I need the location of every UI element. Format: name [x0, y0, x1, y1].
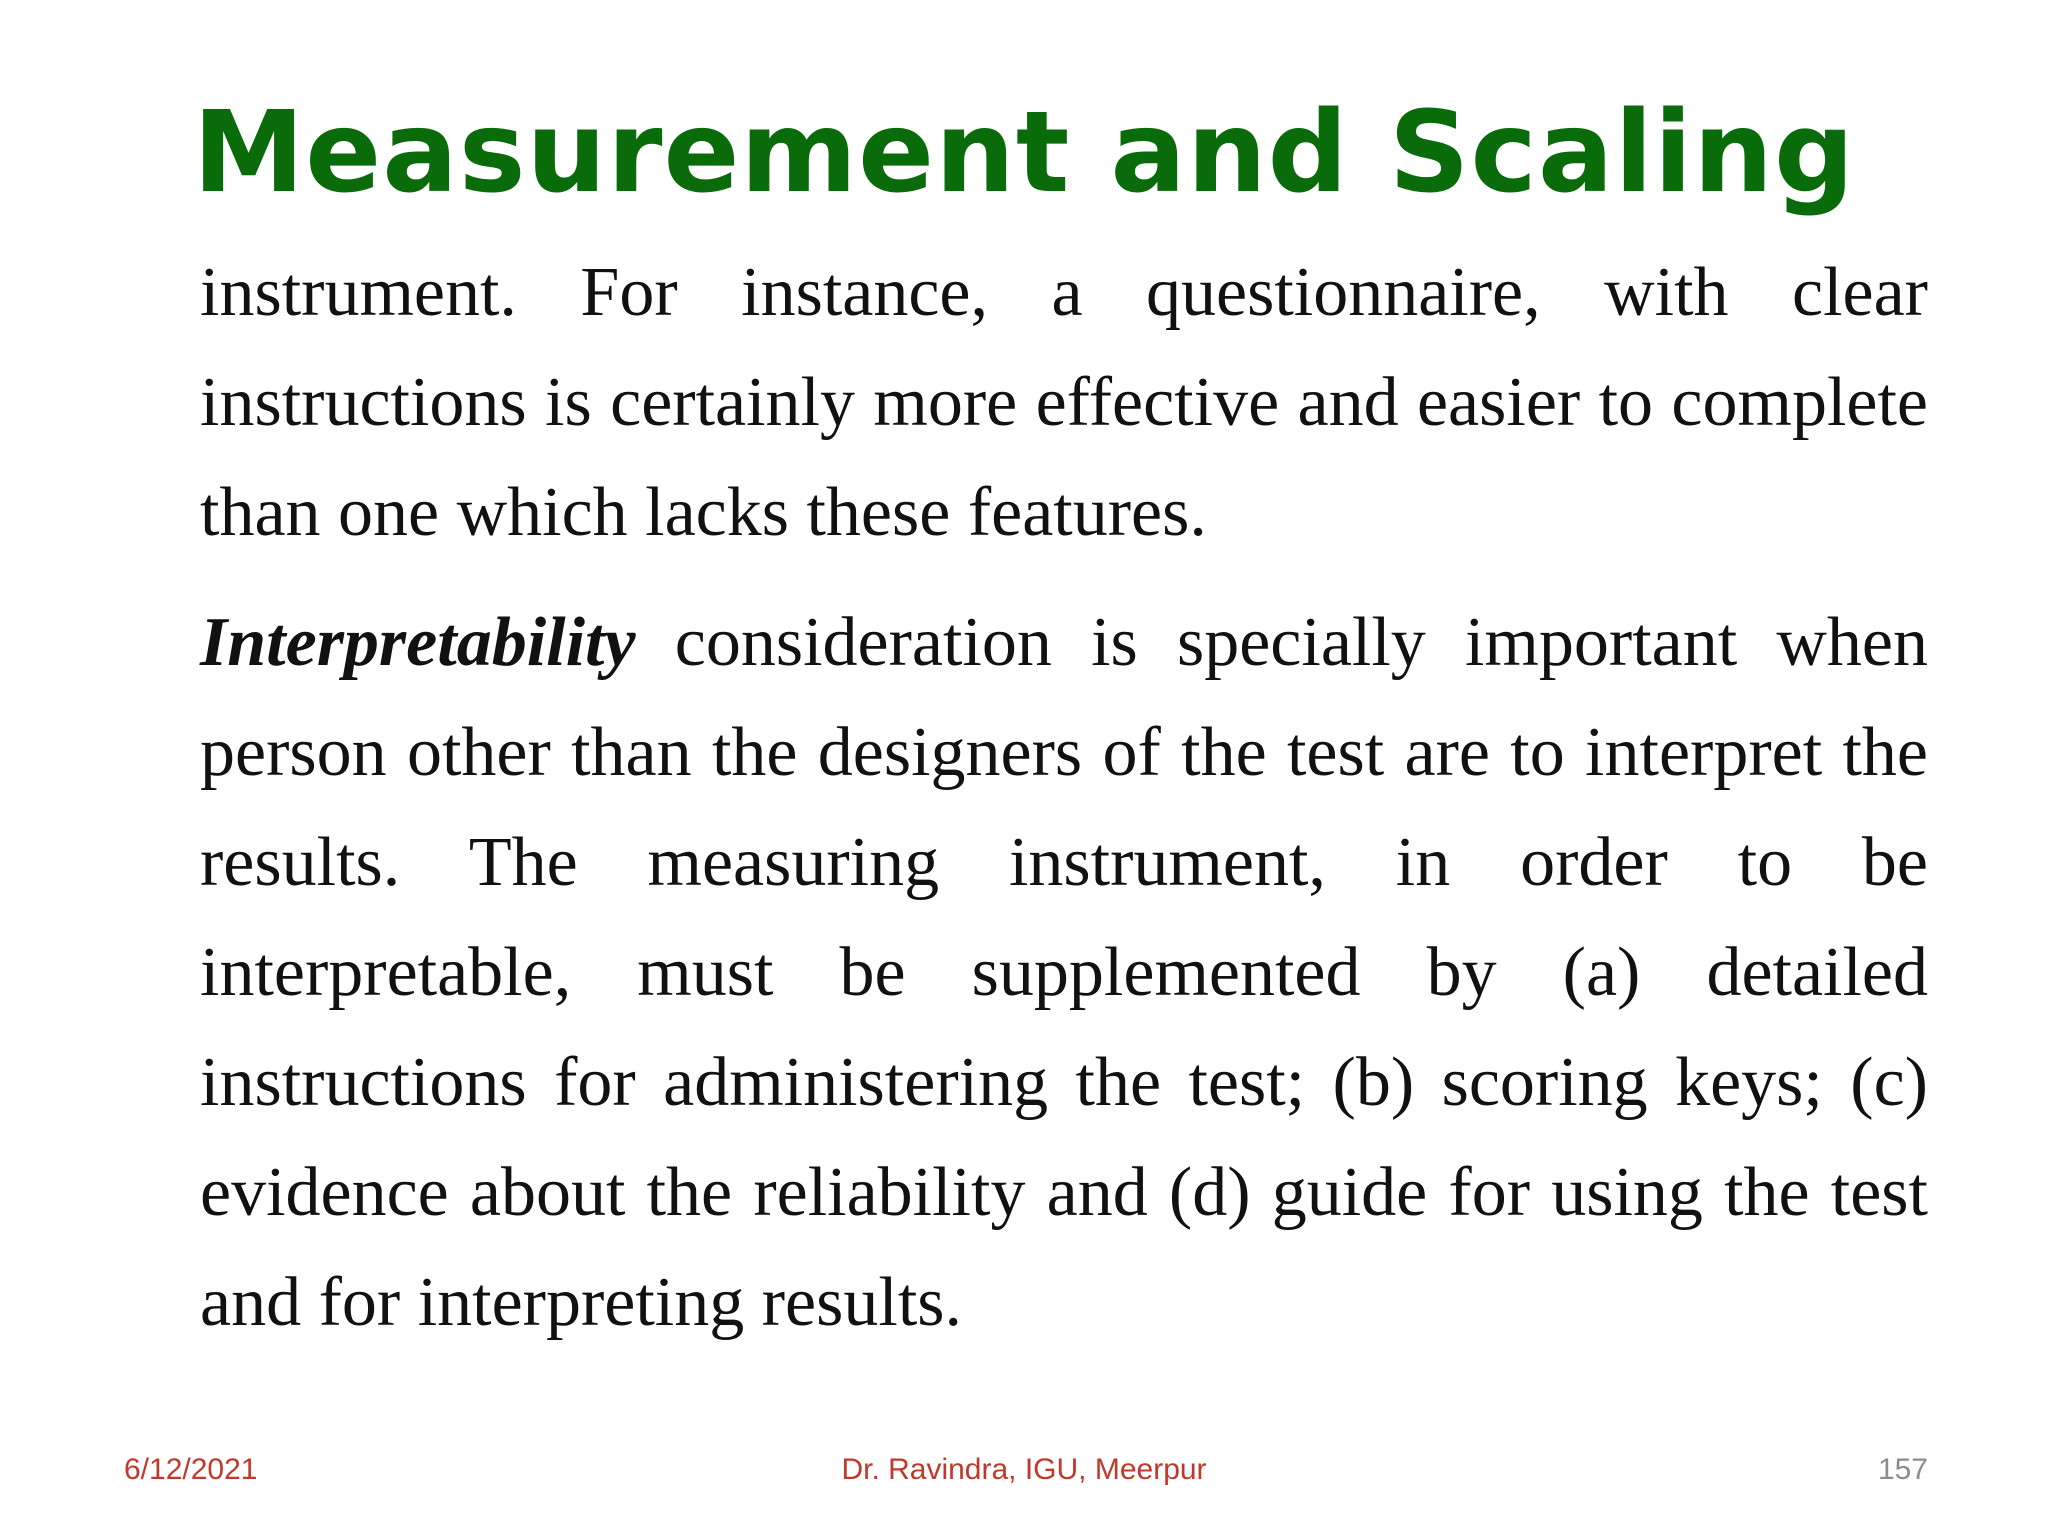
footer-author: Dr. Ravindra, IGU, Meerpur [841, 1453, 1207, 1486]
footer-date: 6/12/2021 [124, 1453, 258, 1486]
paragraph-2-text: consideration is specially important when person other than the designers of the test are to interpret the results. The measuring instrument, in order to be interpretable, must be supplemented by (a) detailed instructions for administering the test; (b) scoring keys; (c) evidence about the reliability and (d) guide for using the test and for interpreting results. [200, 604, 1928, 1341]
term-interpretability: Interpretability [200, 604, 636, 681]
slide-title: Measurement and Scaling [192, 88, 1856, 218]
slide-body [200, 238, 1928, 1358]
paragraph-1-text: instrument. For instance, a questionnaire, with clear instructions is certainly more effective and easier to complete than one which lacks these features. [200, 254, 1928, 551]
page-number: 157 [1877, 1453, 1928, 1486]
paragraph-1 [200, 238, 1928, 568]
paragraph-2 [200, 588, 1928, 1358]
